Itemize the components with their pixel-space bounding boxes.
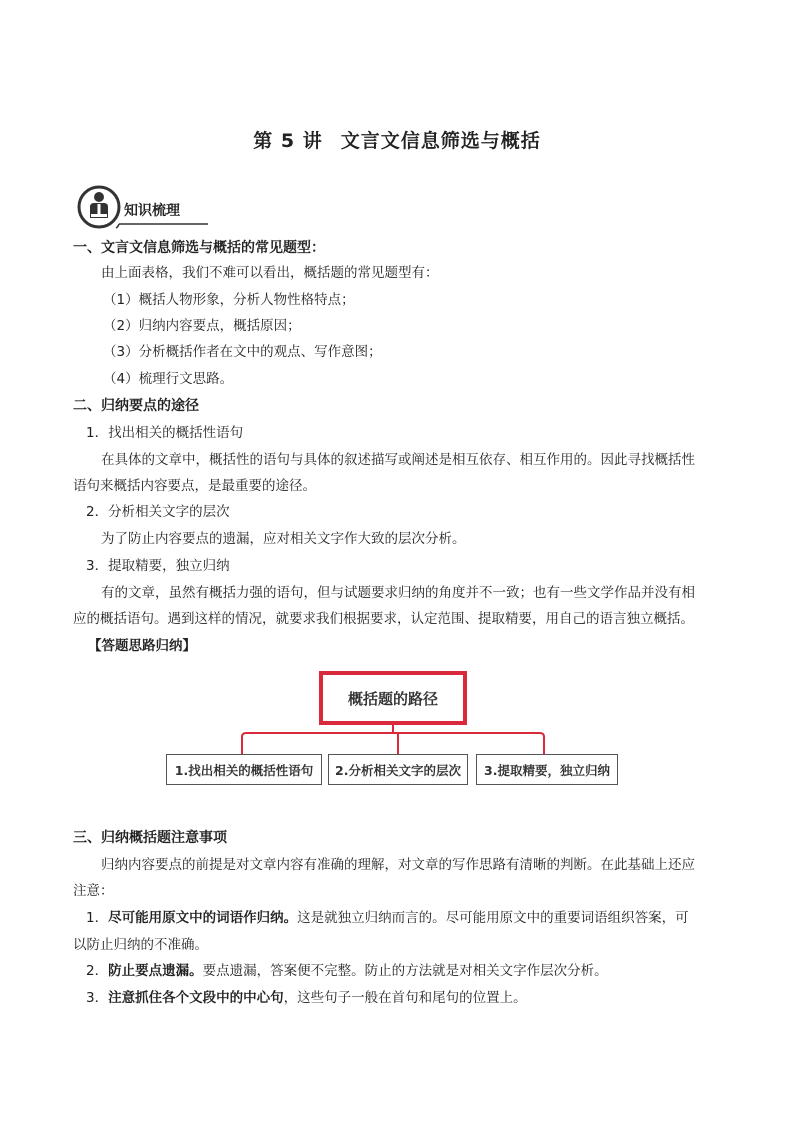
section-2-heading: 二、归纳要点的途径 <box>73 398 199 414</box>
section-1-item: （4）梳理行文思路。 <box>103 371 234 387</box>
section-3-rule-1-cont: 以防止归纳的不准确。 <box>73 937 208 953</box>
section-2-point-3-text: 应的概括语句。遇到这样的情况，就要求我们根据要求，认定范围、提取精要，用自己的语言独立概括。 <box>73 611 694 627</box>
section-1-intro: 由上面表格，我们不难可以看出，概括题的常见题型有： <box>101 265 439 281</box>
section-1-item: （2）归纳内容要点，概括原因； <box>103 318 301 334</box>
section-2-point-1-text: 语句来概括内容要点，是最重要的途径。 <box>73 478 316 494</box>
diagram-child: 3.提取精要，独立归纳 <box>476 754 618 785</box>
section-3-intro: 注意： <box>73 883 114 899</box>
section-2-point-1-text: 在具体的文章中，概括性的语句与具体的叙述描写或阐述是相互依存、相互作用的。因此寻找概括性 <box>101 452 695 468</box>
diagram-child: 1.找出相关的概括性语句 <box>166 754 322 785</box>
knowledge-badge <box>76 184 216 230</box>
section-2-point-3-title: 3．提取精要，独立归纳 <box>86 558 230 574</box>
summary-label: 【答题思路归纳】 <box>88 638 196 654</box>
lesson-title: 第 5 讲 文言文信息筛选与概括 <box>253 130 541 152</box>
section-3-rule-3: 3．注意抓住各个文段中的中心句，这些句子一般在首句和尾句的位置上。 <box>86 990 527 1006</box>
section-2-point-1-title: 1．找出相关的概括性语句 <box>86 425 244 441</box>
section-2-point-2-text: 为了防止内容要点的遗漏，应对相关文字作大致的层次分析。 <box>101 531 466 547</box>
path-diagram <box>162 671 622 787</box>
section-2-point-3-text: 有的文章，虽然有概括力强的语句，但与试题要求归纳的角度并不一致；也有一些文学作品并没有相 <box>101 585 695 601</box>
section-1-item: （1）概括人物形象，分析人物性格特点； <box>103 292 355 308</box>
section-1-heading: 一、文言文信息筛选与概括的常见题型： <box>73 240 325 256</box>
section-1-item: （3）分析概括作者在文中的观点、写作意图； <box>103 344 382 360</box>
diagram-child: 2.分析相关文字的层次 <box>328 754 468 785</box>
section-3-intro: 归纳内容要点的前提是对文章内容有准确的理解，对文章的写作思路有清晰的判断。在此基础上还应 <box>101 857 695 873</box>
section-2-point-2-title: 2．分析相关文字的层次 <box>86 504 230 520</box>
section-3-heading: 三、归纳概括题注意事项 <box>73 830 227 846</box>
badge-label: 知识梳理 <box>124 203 180 219</box>
section-3-rule-1: 1．尽可能用原文中的词语作归纳。这是就独立归纳而言的。尽可能用原文中的重要词语组织答案，可 <box>86 910 689 926</box>
section-3-rule-2: 2．防止要点遗漏。要点遗漏，答案便不完整。防止的方法就是对相关文字作层次分析。 <box>86 963 608 979</box>
diagram-root: 概括题的路径 <box>319 671 467 725</box>
